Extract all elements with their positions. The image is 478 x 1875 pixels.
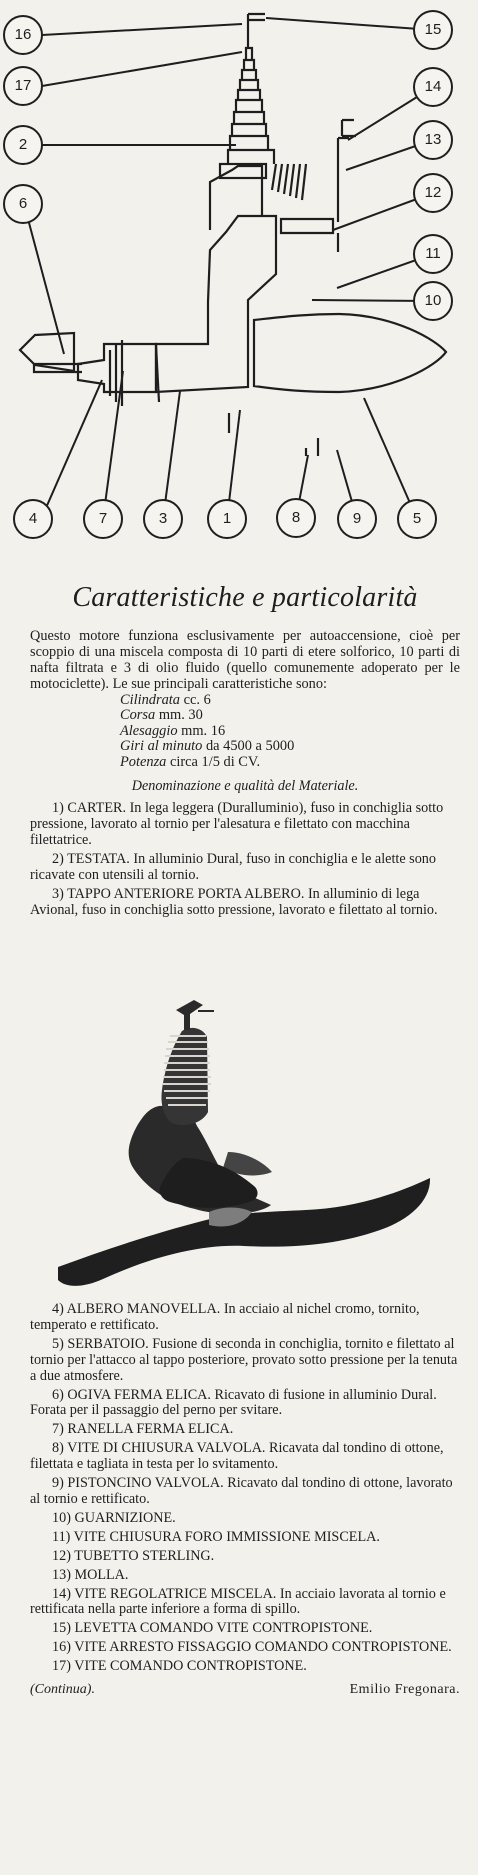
callout-5-label: 5: [412, 509, 422, 527]
item-10: 10) GUARNIZIONE.: [52, 1509, 176, 1526]
callout-7: [84, 500, 122, 538]
author-name: Emilio Fregonara.: [349, 1682, 460, 1698]
item-13: 13) MOLLA.: [52, 1566, 129, 1583]
callout-2: [4, 126, 42, 164]
item-11: 11) VITE CHIUSURA FORO IMMISSIONE MISCELA.: [52, 1528, 380, 1545]
item-12: 12) TUBETTO STERLING.: [52, 1547, 215, 1564]
callout-6: [4, 185, 42, 223]
callout-3: [144, 500, 182, 538]
item-7: 7) RANELLA FERMA ELICA.: [52, 1421, 234, 1438]
callout-17: [4, 67, 42, 105]
callout-3-label: 3: [158, 509, 168, 527]
item-15: 15) LEVETTA COMANDO VITE CONTROPISTONE.: [52, 1620, 373, 1637]
spec-cilindrata-label: Cilindrata: [120, 691, 180, 708]
spec-cilindrata-value: cc. 6: [183, 691, 211, 708]
callout-16: [4, 16, 42, 54]
item-4: [30, 1302, 460, 1334]
spec-corsa-value: mm. 30: [158, 707, 203, 724]
spec-list: [120, 693, 460, 771]
callout-15-label: 15: [424, 20, 442, 38]
spec-alesaggio-label: Alesaggio: [120, 722, 178, 739]
spec-potenza: [120, 755, 460, 771]
callout-9-label: 9: [352, 509, 362, 527]
spec-giri: [120, 739, 460, 755]
item-5: 5) SERBATOIO. Fusione di seconda in conchiglia, tornito e filettato al tornio per l'attacco al tappo posteriore, provato sotto pressione per la tenuta a due atmosfere.: [30, 1335, 458, 1384]
item-14: 14) VITE REGOLATRICE MISCELA. In acciaio lavorata al tornio e rettificata nella parte inferiore a forma di spillo.: [30, 1585, 446, 1618]
callout-10-label: 10: [424, 291, 442, 309]
item-1: 1) CARTER. In lega leggera (Duralluminio), fuso in conchiglia sotto pressione, lavorato al tornio per l'alesatura e filettato con macchina filettatrice.: [30, 800, 444, 849]
callout-2-label: 2: [18, 135, 28, 153]
callout-6-label: 6: [18, 194, 28, 212]
item-3: 3) TAPPO ANTERIORE PORTA ALBERO. In alluminio di lega Avional, fuso in conchiglia sotto pressione, lavorato e filettato al tornio.: [30, 885, 438, 918]
callout-16-label: 16: [14, 25, 32, 43]
item-6: 6) OGIVA FERMA ELICA. Ricavato di fusione in alluminio Dural. Forata per il passaggio del perno per svitare.: [30, 1386, 437, 1419]
leader-lines: [24, 18, 433, 519]
callout-15: [414, 11, 452, 49]
callout-11: [414, 235, 452, 273]
callout-10: [414, 282, 452, 320]
item-4-text: 4) ALBERO MANOVELLA. In acciaio al nichel cromo, tornito, temperato e rettificato.: [30, 1301, 420, 1333]
spec-potenza-value: circa 1/5 di CV.: [169, 753, 261, 770]
callout-7-label: 7: [98, 509, 108, 527]
spec-corsa-label: Corsa: [120, 707, 156, 724]
section-title: Caratteristiche e particolarità: [72, 582, 418, 613]
callout-14-label: 14: [424, 77, 442, 95]
callout-8-label: 8: [291, 508, 301, 526]
callout-4-label: 4: [28, 509, 38, 527]
callout-11-label: 11: [425, 244, 441, 262]
item-17: 17) VITE COMANDO CONTROPISTONE.: [52, 1658, 307, 1675]
intro-paragraph: Questo motore funziona esclusivamente per autoaccensione, cioè per scoppio di una miscela composta di 10 parti di etere solforico, 10 parti di nafta filtrata e 3 di olio fluido (quello comunemente adoperato per le motociclette). Le sue principali caratteristiche sono:: [30, 628, 460, 693]
callout-13: [414, 121, 452, 159]
item-16: 16) VITE ARRESTO FISSAGGIO COMANDO CONTROPISTONE.: [52, 1639, 452, 1656]
callout-17-label: 17: [14, 76, 32, 94]
item-8: 8) VITE DI CHIUSURA VALVOLA. Ricavata dal tondino di ottone, filettata e tagliata in testa per lo svitamento.: [30, 1440, 444, 1473]
engine-photo: [58, 1000, 434, 1300]
materials-title: Denominazione e qualità del Materiale.: [131, 778, 359, 795]
engine-diagram: [0, 0, 478, 560]
callout-14: [414, 68, 452, 106]
item-9: 9) PISTONCINO VALVOLA. Ricavato dal tondino di ottone, lavorato al tornio e rettificato.: [30, 1475, 453, 1507]
callout-1: [208, 500, 246, 538]
continue-note: (Continua).: [30, 1682, 95, 1698]
article-top: [30, 582, 460, 922]
callout-8: [277, 499, 315, 537]
callout-5: [398, 500, 436, 538]
spec-alesaggio-value: mm. 16: [181, 722, 226, 739]
callout-1-label: 1: [222, 509, 232, 527]
engine-body: [20, 14, 446, 456]
spec-corsa: [120, 708, 460, 724]
spec-giri-label: Giri al minuto: [120, 738, 203, 755]
spec-cilindrata: [120, 693, 460, 709]
callout-9: [338, 500, 376, 538]
callout-13-label: 13: [424, 130, 442, 148]
callout-12-label: 12: [424, 183, 442, 201]
footer: [30, 1682, 460, 1698]
spec-alesaggio: [120, 724, 460, 740]
item-2: 2) TESTATA. In alluminio Dural, fuso in conchiglia e le alette sono ricavate con utensili al tornio.: [30, 851, 436, 883]
spec-potenza-label: Potenza: [120, 753, 167, 770]
callout-4: [14, 500, 52, 538]
callout-12: [414, 174, 452, 212]
callouts: [4, 11, 452, 538]
engine-photo-illustration: [58, 1000, 430, 1286]
article-bottom: [30, 1302, 460, 1698]
spec-giri-value: da 4500 a 5000: [205, 738, 295, 755]
